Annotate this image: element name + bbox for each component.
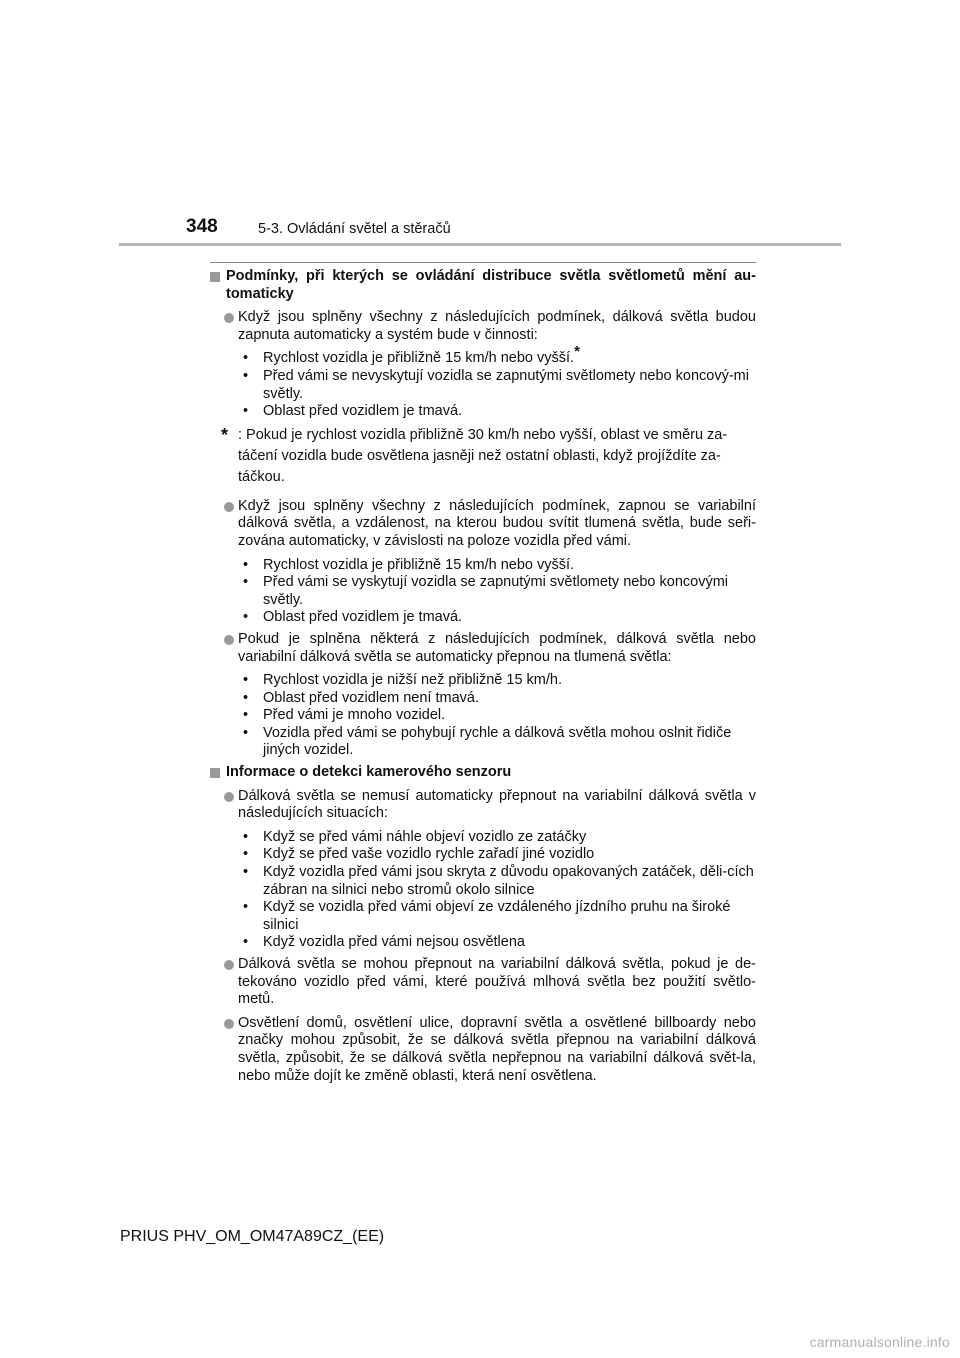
square-bullet-icon [210,768,220,778]
bullet-text: Osvětlení domů, osvětlení ulice, dopravní světla a osvětlené billboardy nebo značky mohou způsobit, že se dálková světla přepnou na variabilní dálková světla, způsobit, že se dálková světla nepřepnou na variabilní dálková svět-la, nebo může dojít ke změně oblasti, která není osvětlena. [238,1014,756,1084]
bullet-text: Dálková světla se nemusí automaticky přepnout na variabilní dálková světla v následujících situacích: [238,787,756,822]
bullet-text: Když jsou splněny všechny z následujících podmínek, zapnou se variabilní dálková světla, a vzdálenost, na kterou budou svítit tlumená světla, bude seři-zována automaticky, v závislosti na poloze vozidla před vámi. [238,497,756,549]
list-item: • Když se vozidla před vámi objeví ze vzdáleného jízdního pruhu na široké silnici [243,899,731,933]
footnote-mark: * [221,424,229,445]
list-item: • Oblast před vozidlem není tmavá. [243,689,479,706]
list-item-text: Když se před vaše vozidlo rychle zařadí jiné vozidlo [263,846,595,863]
watermark: carmanualsonline.info [809,1334,950,1350]
footnote [210,425,756,488]
bullet-paragraph [210,631,756,666]
footnote-asterisk: * [574,343,580,361]
list-item: • Když se před vámi náhle objeví vozidlo ze zatáčky [243,828,587,845]
list-item: • Když vozidla před vámi nejsou osvětlena [243,934,525,951]
list-item: • Oblast před vozidlem je tmavá. [243,403,463,420]
list-item-text: Oblast před vozidlem je tmavá. [263,609,463,626]
square-bullet-icon [210,272,220,282]
circle-bullet-icon [224,635,234,645]
chapter-title: 5-3. Ovládání světel a stěračů [258,221,451,237]
list-item-text: Když vozidla před vámi nejsou osvětlena [263,934,525,951]
list-item-text: Před vámi se nevyskytují vozidla se zapnutými světlomety nebo koncový-mi světly. [263,367,749,402]
list-item-text: Před vámi je mnoho vozidel. [263,707,446,724]
document-code: PRIUS PHV_OM_OM47A89CZ_(EE) [120,1228,385,1245]
bullet-paragraph [210,498,756,551]
page-number: 348 [186,216,218,237]
list-item: • Když se před vaše vozidlo rychle zařadí jiné vozidlo [243,846,595,863]
bullet-text: Dálková světla se mohou přepnout na variabilní dálková světla, pokud je de-tekováno vozidlo před vámi, které používá mlhová světla bez použití světlo-metů. [238,956,756,1008]
situation-list [238,829,756,952]
bullet-text: Pokud je splněna některá z následujících podmínek, dálková světla nebo variabilní dálková světla se automaticky přepnou na tlumená světla: [238,630,756,665]
list-item: • Vozidla před vámi se pohybují rychle a dálková světla mohou oslnit řidiče jiných vozidel. [243,724,732,759]
bullet-paragraph [210,788,756,823]
circle-bullet-icon [224,1019,234,1029]
section-heading-text: Informace o detekci kamerového senzoru [226,764,512,781]
bullet-paragraph [210,956,756,1009]
circle-bullet-icon [224,960,234,970]
list-item-text: Oblast před vozidlem je tmavá. [263,403,463,420]
list-item-text: Vozidla před vámi se pohybují rychle a dálková světla mohou oslnit řidiče jiných vozidel. [263,724,732,759]
page-header [0,0,960,250]
list-item-text: Rychlost vozidla je nižší než přibližně 15 km/h. [263,672,562,689]
section-heading [210,764,756,782]
list-item: • Před vámi je mnoho vozidel. [243,707,446,724]
list-item: • Před vámi se nevyskytují vozidla se zapnutými světlomety nebo koncový-mi světly. [243,367,749,402]
list-item: • Rychlost vozidla je přibližně 15 km/h nebo vyšší.* [243,343,580,367]
list-item: • Když vozidla před vámi jsou skryta z důvodu opakovaných zatáček, děli-cích zábran na silnici nebo stromů okolo silnice [243,864,754,898]
section-heading [210,268,756,303]
list-item-text: Rychlost vozidla je přibližně 15 km/h nebo vyšší. [263,350,575,367]
list-item-text: Před vámi se vyskytují vozidla se zapnutými světlomety nebo koncovými světly. [263,574,728,608]
list-item: • Oblast před vozidlem je tmavá. [243,609,463,626]
circle-bullet-icon [224,792,234,802]
circle-bullet-icon [224,313,234,323]
list-item-text: Oblast před vozidlem není tmavá. [263,689,479,706]
header-divider [119,243,841,246]
page-content [210,262,756,1091]
bullet-paragraph [210,309,756,344]
condition-list [238,557,756,627]
list-item: • Před vámi se vyskytují vozidla se zapnutými světlomety nebo koncovými světly. [243,574,728,608]
list-item-text: Když vozidla před vámi jsou skryta z důvodu opakovaných zatáček, děli-cích zábran na silnici nebo stromů okolo silnice [263,864,754,898]
circle-bullet-icon [224,502,234,512]
list-item: • Rychlost vozidla je nižší než přibližně 15 km/h. [243,672,562,689]
list-item-text: Rychlost vozidla je přibližně 15 km/h nebo vyšší. [263,556,575,573]
list-item-text: Když se před vámi náhle objeví vozidlo ze zatáčky [263,828,587,845]
bullet-paragraph [210,1015,756,1085]
bullet-text: Když jsou splněny všechny z následujících podmínek, dálková světla budou zapnuta automaticky a systém bude v činnosti: [238,309,756,343]
section-divider [210,262,756,263]
section-heading-text: Podmínky, při kterých se ovládání distribuce světla světlometů mění au-tomaticky [226,268,756,302]
condition-list [238,672,756,760]
condition-list [238,343,756,420]
footnote-text: : Pokud je rychlost vozidla přibližně 30 km/h nebo vyšší, oblast ve směru za-táčení vozidla bude osvětlena jasněji než ostatní oblasti, když projíždíte za-táčkou. [238,426,728,485]
list-item: • Rychlost vozidla je přibližně 15 km/h nebo vyšší. [243,556,575,573]
list-item-text: Když se vozidla před vámi objeví ze vzdáleného jízdního pruhu na široké silnici [263,899,731,933]
